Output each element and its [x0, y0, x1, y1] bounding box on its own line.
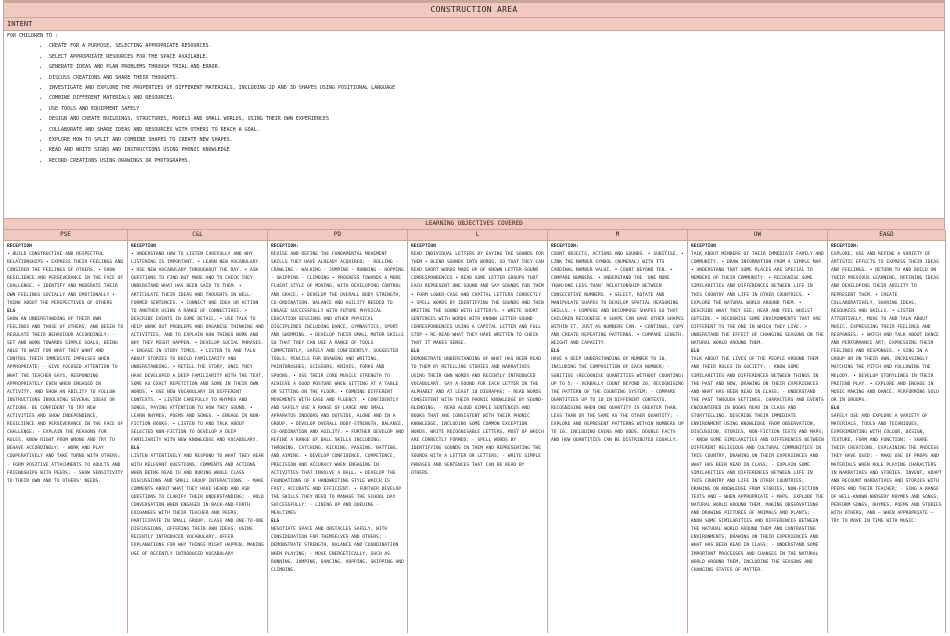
column-header: PD — [268, 230, 408, 241]
section-text: EXPLORE, USE AND REFINE A VARIETY OF ARTISTIC EFFECTS TO EXPRESS THEIR IDEAS AND FEELINGS. • RETURN TO AND BUILD ON THEIR PREVIOUS LEARNING, REFINING IDEAS AND DEVELOPING THEIR ABILITY TO REPRESENT THEM. • CREATE COLLABORATIVELY, SHARING IDEAS, RESOURCES AND SKILLS. • LISTEN ATTENTIVELY, MOVE TO AND TALK ABOUT MUSIC, EXPRESSING THEIR FEELINGS AND RESPONSES. • WATCH AND TALK ABOUT DANCE AND PERFORMANCE ART, EXPRESSING THEIR FEELINGS AND RESPONSES. • SING IN A GROUP OR ON THEIR OWN, INCREASINGLY MATCHING THE PITCH AND FOLLOWING THE MELODY. • DEVELOP STORYLINES IN THEIR PRETEND PLAY. • EXPLORE AND ENGAGE IN MUSIC MAKING AND DANCE, PERFORMING SOLO OR IN GROUPS. — [831, 252, 939, 403]
column-header: UW — [688, 230, 828, 241]
column-header: M — [548, 230, 688, 241]
intent-item: • GENERATE IDEAS AND PLAN PROBLEMS THROUGH TRIAL AND ERROR. — [49, 62, 944, 72]
objective-column — [688, 241, 828, 633]
section-text: COUNT OBJECTS, ACTIONS AND SOUNDS. • SUBITISE. • LINK THE NUMBER SYMBOL (NUMERAL) WITH ITS CARDINAL NUMBER VALUE. • COUNT BEYOND TEN. • COMPARE NUMBERS. • UNDERSTAND THE 'ONE MORE THAN/ONE LESS THAN' RELATIONSHIP BETWEEN CONSECUTIVE NUMBERS. • SELECT, ROTATE AND MANIPULATE SHAPES TO DEVELOP SPATIAL REASONING SKILLS. • COMPOSE AND DECOMPOSE SHAPES SO THAT CHILDREN RECOGNISE A SHAPE CAN HAVE OTHER SHAPES WITHIN IT, JUST AS NUMBERS CAN. • CONTINUE, COPY AND CREATE REPEATING PATTERNS. • COMPARE LENGTH, WEIGHT AND CAPACITY. — [551, 252, 684, 347]
section-label: RECEPTION: — [551, 244, 579, 249]
intent-section — [3, 31, 945, 218]
intent-item: • COLLABORATE AND SHARE IDEAS AND RESOURCES WITH OTHERS TO REACH A GOAL. — [49, 125, 944, 135]
section-text: • UNDERSTAND HOW TO LISTEN CAREFULLY AND WHY LISTENING IS IMPORTANT. • LEARN NEW VOCABULARY. • USE NEW VOCABULARY THROUGHOUT THE DAY. • ASK QUESTIONS TO FIND OUT MORE AND TO CHECK THEY UNDERSTAND WHAT HAS BEEN SAID TO THEM. • ARTICULATE THEIR IDEAS AND THOUGHTS IN WELL-FORMED SENTENCES. • CONNECT ONE IDEA OR ACTION TO ANOTHER USING A RANGE OF CONNECTIVES. • DESCRIBE EVENTS IN SOME DETAIL. • USE TALK TO HELP WORK OUT PROBLEMS AND ORGANISE THINKING AND ACTIVITIES, AND TO EXPLAIN HOW THINGS WORK AND WHY THEY MIGHT HAPPEN. • DEVELOP SOCIAL PHRASES. • ENGAGE IN STORY TIMES. • LISTEN TO AND TALK ABOUT STORIES TO BUILD FAMILIARITY AND UNDERSTANDING. • RETELL THE STORY, ONCE THEY HAVE DEVELOPED A DEEP FAMILIARITY WITH THE TEXT, SOME AS EXACT REPETITION AND SOME IN THEIR OWN WORDS. • USE NEW VOCABULARY IN DIFFERENT CONTEXTS. • LISTEN CAREFULLY TO RHYMES AND SONGS, PAYING ATTENTION TO HOW THEY SOUND. • LEARN RHYMES, POEMS AND SONGS. • ENGAGE IN NON-FICTION BOOKS. • LISTEN TO AND TALK ABOUT SELECTED NON-FICTION TO DEVELOP A DEEP FAMILIARITY WITH NEW KNOWLEDGE AND VOCABULARY. — [131, 252, 264, 444]
intent-item: • DESIGN AND CREATE BUILDINGS, STRUCTURES, MODELS AND SMALL WORLDS, USING THEIR OWN EXPERIENCES — [49, 114, 944, 124]
intent-list — [7, 41, 944, 166]
intent-item: • DISCUSS CREATIONS AND SHARE THEIR THOUGHTS. — [49, 73, 944, 83]
section-label: RECEPTION — [691, 244, 716, 249]
section-label: ELG — [271, 519, 280, 525]
section-label: ELG — [551, 349, 560, 355]
column-header: C&L — [128, 230, 268, 241]
objectives-grid — [3, 230, 945, 633]
section-text: READ INDIVIDUAL LETTERS BY SAYING THE SOUNDS FOR THEM • BLEND SOUNDS INTO WORDS, SO THAT THEY CAN READ SHORT WORDS MADE UP OF KNOWN LETTER-SOUND CORRESPONDENCES • READ SOME LETTER GROUPS THAT EACH REPRESENT ONE SOUND AND SAY SOUNDS FOR THEM • FORM LOWER-CASE AND CAPITAL LETTERS CORRECTLY • SPELL WORDS BY IDENTIFYING THE SOUNDS AND THEN WRITING THE SOUND WITH LETTER/S. • WRITE SHORT SENTENCES WITH WORDS WITH KNOWN LETTER-SOUND CORRESPONDENCES USING A CAPITAL LETTER AND FULL STOP • RE-READ WHAT THEY HAVE WRITTEN TO CHECK THAT IT MAKES SENSE. — [411, 252, 544, 347]
intent-item: • EXPLORE HOW TO SPLIT AND COMBINE SHAPES TO CREATE NEW SHAPES. — [49, 135, 944, 145]
intent-item: • SELECT APPROPRIATE RESOURCES FOR THE SPACE AVAILABLE. — [49, 52, 944, 62]
section-label: RECEPTION — [7, 244, 32, 249]
objectives-heading: LEARNING OBJECTIVES COVERED — [3, 218, 945, 230]
intent-item: • CREATE FOR A PURPOSE, SELECTING APPROPRIATE RESOURCES. — [49, 41, 944, 51]
intent-item: • INVESTIGATE AND EXPLORE THE PROPERTIES OF DIFFERENT MATERIALS, INCLUDING 2D AND 3D SHAPES USING POSITIONAL LANGUAGE — [49, 83, 944, 93]
section-label: RECEPTION: — [271, 244, 299, 249]
intent-heading: INTENT — [3, 18, 945, 31]
document-page — [3, 0, 945, 633]
section-label: ELG — [7, 308, 16, 314]
objective-column — [828, 241, 946, 633]
section-text: REVISE AND REFINE THE FUNDAMENTAL MOVEMENT SKILLS THEY HAVE ALREADY ACQUIRED: - ROLLING - CRAWLING - WALKING - JUMPING - RUNNING - HOPPING - SKIPPING - CLIMBING • PROGRESS TOWARDS A MORE FLUENT STYLE OF MOVING, WITH DEVELOPING CONTROL AND GRACE. • DEVELOP THE OVERALL BODY STRENGTH, CO-ORDINATION, BALANCE AND AGILITY NEEDED TO ENGAGE SUCCESSFULLY WITH FUTURE PHYSICAL EDUCATION SESSIONS AND OTHER PHYSICAL DISCIPLINES INCLUDING DANCE, GYMNASTICS, SPORT AND SWIMMING. • DEVELOP THEIR SMALL MOTOR SKILLS SO THAT THEY CAN USE A RANGE OF TOOLS COMPETENTLY, SAFELY AND CONFIDENTLY. SUGGESTED TOOLS: PENCILS FOR DRAWING AND WRITING, PAINTBRUSHES, SCISSORS, KNIVES, FORKS AND SPOONS. • USE THEIR CORE MUSCLE STRENGTH TO ACHIEVE A GOOD POSTURE WHEN SITTING AT A TABLE OR SITTING ON THE FLOOR. • COMBINE DIFFERENT MOVEMENTS WITH EASE AND FLUENCY. • CONFIDENTLY AND SAFELY USE A RANGE OF LARGE AND SMALL APPARATUS INDOORS AND OUTSIDE, ALONE AND IN A GROUP. • DEVELOP OVERALL BODY-STRENGTH, BALANCE, CO-ORDINATION AND AGILITY. • FURTHER DEVELOP AND REFINE A RANGE OF BALL SKILLS INCLUDING: THROWING, CATCHING, KICKING, PASSING, BATTING, AND AIMING. • DEVELOP CONFIDENCE, COMPETENCE, PRECISION AND ACCURACY WHEN ENGAGING IN ACTIVITIES THAT INVOLVE A BALL. • DEVELOP THE FOUNDATIONS OF A HANDWRITING STYLE WHICH IS FAST, ACCURATE AND EFFICIENT. • FURTHER DEVELOP THE SKILLS THEY NEED TO MANAGE THE SCHOOL DAY SUCCESSFULLY: - LINING UP AND QUEUING - MEALTIMES — [271, 252, 404, 517]
section-text: TALK ABOUT MEMBERS OF THEIR IMMEDIATE FAMILY AND COMMUNITY. • DRAW INFORMATION FROM A SIMPLE MAP. • UNDERSTAND THAT SOME PLACES ARE SPECIAL TO MEMBERS OF THEIR COMMUNITY. • RECOGNISE SOME SIMILARITIES AND DIFFERENCES BETWEEN LIFE IN THIS COUNTRY AND LIFE IN OTHER COUNTRIES. • EXPLORE THE NATURAL WORLD AROUND THEM. • DESCRIBE WHAT THEY SEE, HEAR AND FEEL WHILST OUTSIDE. • RECOGNISE SOME ENVIRONMENTS THAT ARE DIFFERENT TO THE ONE IN WHICH THEY LIVE. • UNDERSTAND THE EFFECT OF CHANGING SEASONS ON THE NATURAL WORLD AROUND THEM. — [691, 252, 824, 347]
intent-item: • RECORD CREATIONS USING DRAWINGS OR PHOTOGRAPHS. — [49, 156, 944, 166]
page-title: CONSTRUCTION AREA — [3, 3, 945, 18]
intent-item: • USE TOOLS AND EQUIPMENT SAFELY — [49, 104, 944, 114]
section-text: SHOW AN UNDERSTANDING OF THEIR OWN FEELINGS AND THOSE OF OTHERS, AND BEGIN TO REGULATE THEIR BEHAVIOUR ACCORDINGLY; - SET AND WORK TOWARDS SIMPLE GOALS, BEING ABLE TO WAIT FOR WHAT THEY WANT AND CONTROL THEIR IMMEDIATE IMPULSES WHEN APPROPRIATE; - GIVE FOCUSED ATTENTION TO WHAT THE TEACHER SAYS, RESPONDING APPROPRIATELY EVEN WHEN ENGAGED IN ACTIVITY, AND SHOW AN ABILITY TO FOLLOW INSTRUCTIONS INVOLVING SEVERAL IDEAS OR ACTIONS. BE CONFIDENT TO TRY NEW ACTIVITIES AND SHOW INDEPENDENCE, RESILIENCE AND PERSEVERANCE IN THE FACE OF CHALLENGE; - EXPLAIN THE REASONS FOR RULES, KNOW RIGHT FROM WRONG AND TRY TO BEHAVE ACCORDINGLY; - WORK AND PLAY COOPERATIVELY AND TAKE TURNS WITH OTHERS; - FORM POSITIVE ATTACHMENTS TO ADULTS AND FRIENDSHIPS WITH PEERS; - SHOW SENSITIVITY TO THEIR OWN AND TO OTHERS' NEEDS. — [7, 316, 124, 484]
section-label: RECEPTION — [411, 244, 436, 249]
column-header: L — [408, 230, 548, 241]
section-label: ELG — [411, 349, 420, 355]
section-text: TALK ABOUT THE LIVES OF THE PEOPLE AROUND THEM AND THEIR ROLES IN SOCIETY; - KNOW SOME SIMILARITIES AND DIFFERENCES BETWEEN THINGS IN THE PAST AND NOW, DRAWING ON THEIR EXPERIENCES AND WHAT HAS BEEN READ IN CLASS; - UNDERSTAND THE PAST THROUGH SETTINGS, CHARACTERS AND EVENTS ENCOUNTERED IN BOOKS READ IN CLASS AND STORYTELLING. DESCRIBE THEIR IMMEDIATE ENVIRONMENT USING KNOWLEDGE FROM OBSERVATION, DISCUSSION, STORIES, NON-FICTION TEXTS AND MAPS; - KNOW SOME SIMILARITIES AND DIFFERENCES BETWEEN DIFFERENT RELIGIOUS AND CULTURAL COMMUNITIES IN THIS COUNTRY, DRAWING ON THEIR EXPERIENCES AND WHAT HAS BEEN READ IN CLASS; - EXPLAIN SOME SIMILARITIES AND DIFFERENCES BETWEEN LIFE IN THIS COUNTRY AND LIFE IN OTHER COUNTRIES, DRAWING ON KNOWLEDGE FROM STORIES, NON-FICTION TEXTS AND – WHEN APPROPRIATE – MAPS. EXPLORE THE NATURAL WORLD AROUND THEM, MAKING OBSERVATIONS AND DRAWING PICTURES OF ANIMALS AND PLANTS; - KNOW SOME SIMILARITIES AND DIFFERENCES BETWEEN THE NATURAL WORLD AROUND THEM AND CONTRASTING ENVIRONMENTS, DRAWING ON THEIR EXPERIENCES AND WHAT HAS BEEN READ IN CLASS; - UNDERSTAND SOME IMPORTANT PROCESSES AND CHANGES IN THE NATURAL WORLD AROUND THEM, INCLUDING THE SEASONS AND CHANGING STATES OF MATTER. — [691, 357, 824, 573]
section-text: SAFELY USE AND EXPLORE A VARIETY OF MATERIALS, TOOLS AND TECHNIQUES, EXPERIMENTING WITH COLOUR, DESIGN, TEXTURE, FORM AND FUNCTION; - SHARE THEIR CREATIONS, EXPLAINING THE PROCESS THEY HAVE USED; - MAKE USE OF PROPS AND MATERIALS WHEN ROLE PLAYING CHARACTERS IN NARRATIVES AND STORIES. INVENT, ADAPT AND RECOUNT NARRATIVES AND STORIES WITH PEERS AND THEIR TEACHER; - SING A RANGE OF WELL-KNOWN NURSERY RHYMES AND SONGS; PERFORM SONGS, RHYMES, POEMS AND STORIES WITH OTHERS, AND – WHEN APPROPRIATE – TRY TO MOVE IN TIME WITH MUSIC. — [831, 413, 942, 525]
section-label: ELG — [831, 405, 840, 411]
section-text: LISTEN ATTENTIVELY AND RESPOND TO WHAT THEY HEAR WITH RELEVANT QUESTIONS, COMMENTS AND ACTIONS WHEN BEING READ TO AND DURING WHOLE CLASS DISCUSSIONS AND SMALL GROUP INTERACTIONS. - MAKE COMMENTS ABOUT WHAT THEY HAVE HEARD AND ASK QUESTIONS TO CLARIFY THEIR UNDERSTANDING; - HOLD CONVERSATION WHEN ENGAGED IN BACK-AND-FORTH EXCHANGES WITH THEIR TEACHER AND PEERS. PARTICIPATE IN SMALL GROUP, CLASS AND ONE-TO-ONE DISCUSSIONS, OFFERING THEIR OWN IDEAS, USING RECENTLY INTRODUCED VOCABULARY. OFFER EXPLANATIONS FOR WHY THINGS MIGHT HAPPEN, MAKING USE OF RECENTLY INTRODUCED VOCABULARY — [131, 454, 264, 557]
section-text: NEGOTIATE SPACE AND OBSTACLES SAFELY, WITH CONSIDERATION FOR THEMSELVES AND OTHERS; - DEMONSTRATE STRENGTH, BALANCE AND COORDINATION WHEN PLAYING; - MOVE ENERGETICALLY, SUCH AS RUNNING, JUMPING, DANCING, HOPPING, SKIPPING AND CLIMBING. — [271, 527, 404, 573]
objective-column — [548, 241, 688, 633]
section-text: DEMONSTRATE UNDERSTANDING OF WHAT HAS BEEN READ TO THEM BY RETELLING STORIES AND NARRATIVES USING THEIR OWN WORDS AND RECENTLY INTRODUCED VOCABULARY. SAY A SOUND FOR EACH LETTER IN THE ALPHABET AND AT LEAST 10 DIGRAPHS; - READ WORDS CONSISTENT WITH THEIR PHONIC KNOWLEDGE BY SOUND-BLENDING; - READ ALOUD SIMPLE SENTENCES AND BOOKS THAT ARE CONSISTENT WITH THEIR PHONIC KNOWLEDGE, INCLUDING SOME COMMON EXCEPTION WORDS. WRITE RECOGNISABLE LETTERS, MOST OF WHICH ARE CORRECTLY FORMED; - SPELL WORDS BY IDENTIFYING SOUNDS IN THEM AND REPRESENTING THE SOUNDS WITH A LETTER OR LETTERS; - WRITE SIMPLE PHRASES AND SENTENCES THAT CAN BE READ BY OTHERS. — [411, 357, 544, 476]
objective-column — [268, 241, 408, 633]
objective-column — [128, 241, 268, 633]
objective-column — [408, 241, 548, 633]
section-label: RECEPTION: — [831, 244, 859, 249]
intent-item: • COMBINE DIFFERENT MATERIALS AND RESOURCES. — [49, 93, 944, 103]
section-text: • BUILD CONSTRUCTIVE AND RESPECTFUL RELATIONSHIPS • EXPRESS THEIR FEELINGS AND CONSIDER THE FEELINGS OF OTHERS. • SHOW RESILIENCE AND PERSEVERANCE IN THE FACE OF CHALLENGE. • IDENTIFY AND MODERATE THEIR OWN FEELINGS SOCIALLY AND EMOTIONALLY • THINK ABOUT THE PERSPECTIVES OF OTHERS — [7, 252, 124, 306]
section-label: ELG — [131, 446, 140, 452]
column-header: PSE — [4, 230, 128, 241]
intent-intro: FOR CHILDREN TO : — [7, 33, 59, 39]
intent-item: • READ AND WRITE SIGNS AND INSTRUCTIONS USING PHONIC KNOWLEDGE — [49, 145, 944, 155]
section-text: HAVE A DEEP UNDERSTANDING OF NUMBER TO 10, INCLUDING THE COMPOSITION OF EACH NUMBER; - SUBITISE (RECOGNISE QUANTITIES WITHOUT COUNTING) UP TO 5; - VERBALLY COUNT BEYOND 20, RECOGNISING THE PATTERN OF THE COUNTING SYSTEM; - COMPARE QUANTITIES UP TO 10 IN DIFFERENT CONTEXTS, RECOGNISING WHEN ONE QUANTITY IS GREATER THAN, LESS THAN OR THE SAME AS THE OTHER QUANTITY; - EXPLORE AND REPRESENT PATTERNS WITHIN NUMBERS UP TO 10, INCLUDING EVENS AND ODDS, DOUBLE FACTS AND HOW QUANTITIES CAN BE DISTRIBUTED EQUALLY. — [551, 357, 684, 444]
objective-column — [4, 241, 128, 633]
section-label: ELG — [691, 349, 700, 355]
section-label: RECEPTION — [131, 244, 156, 249]
column-header: EA&D — [828, 230, 946, 241]
